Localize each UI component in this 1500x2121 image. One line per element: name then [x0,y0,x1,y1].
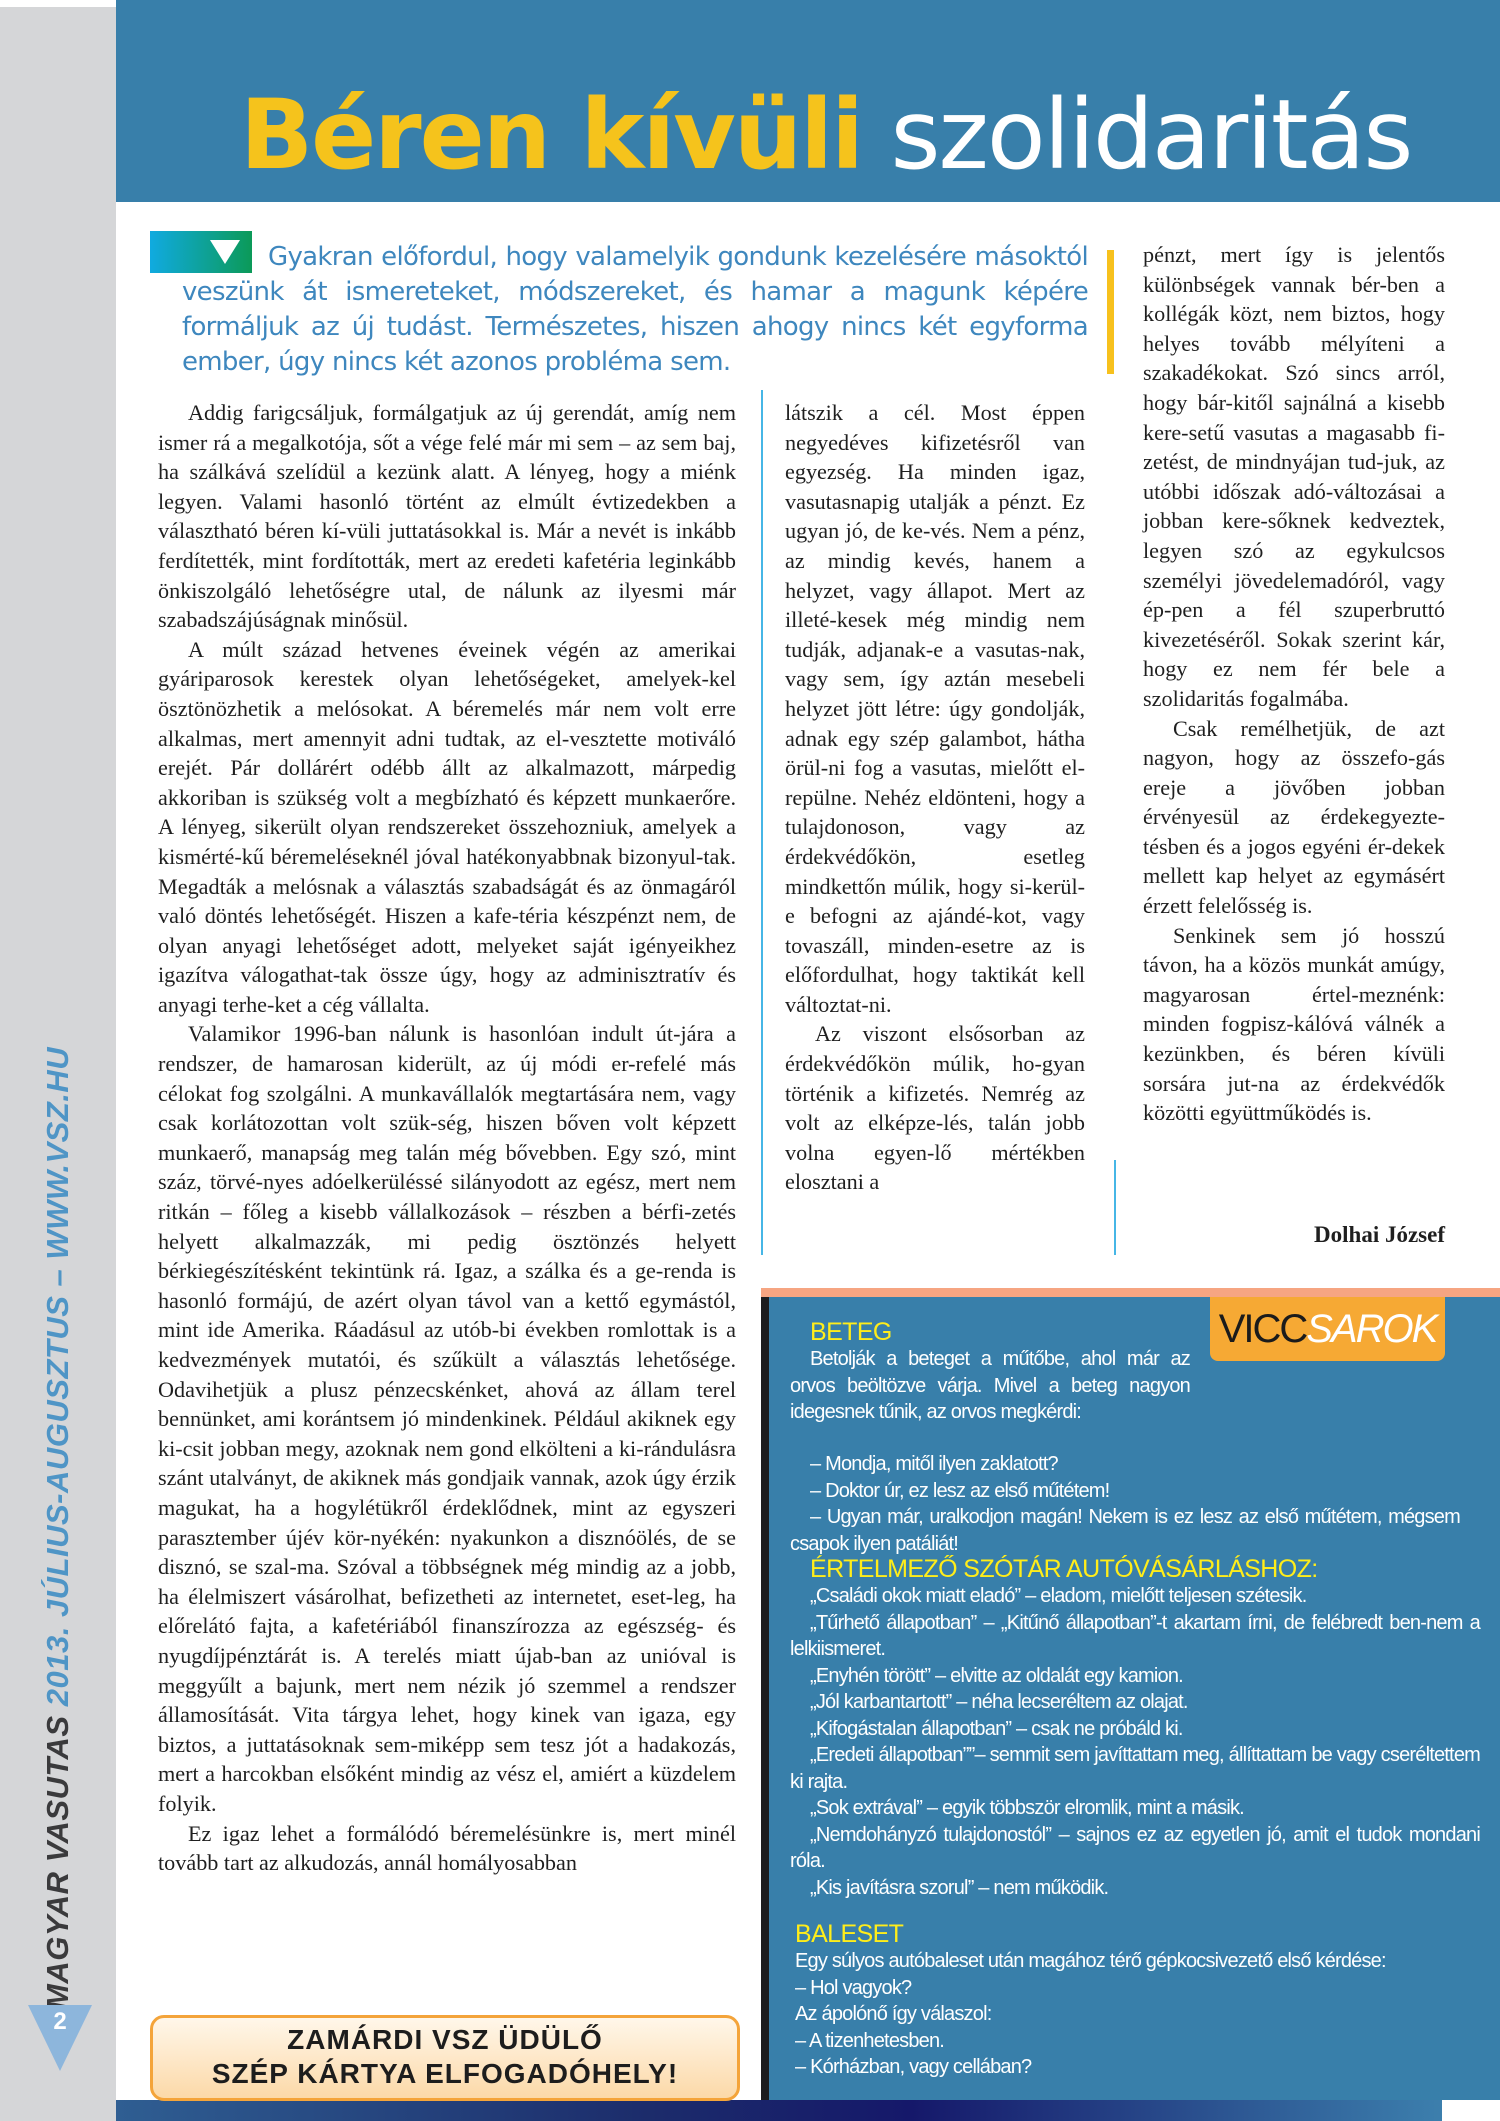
article-column-middle [785,398,1085,1197]
joke-line: – Kórházban, vagy cellában? [795,2056,1032,2078]
joke-line: – Mondja, mitől ilyen zaklatott? [810,1453,1058,1475]
joke-line: „Kis javításra szorul” – nem működik. [810,1876,1109,1899]
joke-line: „Nemdohányzó tulajdonostól” – sajnos ez az egyetlen jó, amit el tudok mondani róla. [790,1823,1480,1872]
joke-box-top-bar [761,1288,1500,1297]
title-highlight: Béren kívüli [240,79,862,191]
paragraph: Valamikor 1996-ban nálunk is hasonlóan indult út-jára a rendszer, de hamarosan kiderült, az új módi er-refelé más célokat fog szolgálni. A munkavállalók megtartására nem, vagy csak korlátozottan volt szük-ség, hiszen bőven volt képzett munkaerő, manapság meg talán még bővebben. Egy szó, mint száz, törvé-nyes adóelkerüléssé silányodott az egész, mert nem ritkán – főleg a kisebb vállalkozások – részben a bérfi-zetés helyett alkalmazzák, mi pedig ösztönzés helyett bérkiegészítésként tekintünk rá. Igaz, a szálka és a ge-renda is hasonló formájú, de azért olyan távol van a kettő egymástól, mint ide Amerika. Ráadásul az utób-bi években romlottak is a kedvezmények mutatói, és szűkült a választás lehetősége. Odavihetjük a plusz pénzecskénket, ahová az állam terel bennünket, ami korántsem jó mindenkinek. Például akiknek egy ki-csit jobban megy, azoknak nem gond elkölteni a ki-rándulásra szánt utalványt, de akiknek más gondjaik vannak, azok úgy érzik magukat, ha a hogylétükről érdeklődnek, mint az egyszeri parasztember újév kör-nyékén: nyakunkon a disznóölés, de se disznó, se szal-ma. Szóval a többségnek még mindig az a jobb, ha élelmiszert vásárolhat, befizetheti az internetet, eset-leg, ha előrelátó fajta, a kafetériából finanszírozza az egészség- és nyugdíjpénztárát is. A terelés miatt újab-ban az unióval is meggyűlt a bajunk, mert nem nézik jó szemmel a rendszer államosítását. Vita tárgya lehet, hogy kinek van igaza, egy biztos, a juttatásoknak sem-miképp sem tesz jót a hadakozás, mert a harcokban elsőként mindig az vész el, amiért a küzdelem folyik. [158,1021,736,1816]
joke-szotar [790,1555,1480,1901]
joke-line: Egy súlyos autóbaleset után magához térő gépkocsivezető első kérdése: [795,1950,1386,1972]
promo-box [150,2015,740,2101]
intro-lead [182,240,1088,380]
website-link[interactable]: WWW.VSZ.HU [40,1046,75,1260]
paragraph: Csak remélhetjük, de azt nagyon, hogy az összefo-gás ereje a jövőben jobban érvényesül az érdekegyezte-tésben és a jogos egyéni ér-dekek mellett kap helyet az egymásért érzett felelősség is. [1143,715,1445,919]
column-divider [761,390,763,1255]
joke-heading: BALESET [795,1920,904,1948]
joke-line: „Kifogástalan állapotban” – csak ne próbáld ki. [810,1717,1183,1740]
vicc-sarok-badge [1210,1297,1445,1361]
publication-name: MAGYAR VASUTAS [40,1715,75,2010]
joke-line: – Hol vagyok? [795,1976,912,1999]
joke-line: „Jól karbantartott” – néha lecseréltem az olajat. [810,1691,1188,1713]
badge-word-2: SAROK [1306,1307,1437,1351]
joke-heading: ÉRTELMEZŐ SZÓTÁR AUTÓVÁSÁRLÁSHOZ: [810,1555,1318,1583]
joke-line: – Doktor úr, ez lesz az első műtétem! [810,1479,1110,1502]
intro-text: Gyakran előfordul, hogy valamelyik gondunk kezelésére másoktól veszünk át ismereteket, módszereket, és hamar a magunk képére formáljuk az új tudást. Természetes, hiszen ahogy nincs két egyforma ember, úgy nincs két azonos probléma sem. [182,242,1088,377]
separator: – [40,1268,75,1287]
author-signature: Dolhai József [1314,1222,1445,1247]
page-title [240,80,1411,190]
paragraph: Addig farigcsáljuk, formálgatjuk az új gerendát, amíg nem ismer rá a megalkotója, sőt a vége felé már mi sem – az sem baj, ha szálkává szelídül a kezünk alatt. A lényeg, hogy a miénk legyen. Valami hasonló történt az elmúlt évtizedekben a választható béren kí-vüli juttatásokkal is. Már a nevét is inkább ferdítették, mint fordították, mert az eredeti kafetéria leginkább önkiszolgáló lehetőségre utal, de nálunk az ilyesmi már szabadszájúságnak minősül. [158,400,736,633]
joke-beteg-dialogue [790,1451,1460,1557]
footer-band [116,2100,1442,2121]
article-column-left [158,398,736,1878]
joke-line: – Ugyan már, uralkodjon magán! Nekem is ez lesz az első műtétem, mégsem csapok ilyen patáliát! [790,1506,1460,1555]
badge-word-1: VICC [1218,1307,1307,1351]
joke-box-edge [761,1297,769,2100]
joke-line: – A tizenhetesben. [795,2029,945,2052]
joke-line: „Sok extrával” – egyik többször elromlik, mint a másik. [810,1797,1244,1819]
header-banner [116,0,1500,202]
title-rest: szolidaritás [890,79,1412,191]
issue-date: 2013. JÚLIUS-AUGUSZTUS [40,1295,75,1707]
promo-line-2: SZÉP KÁRTYA ELFOGADÓHELY! [211,2058,679,2089]
article-column-right [1143,240,1445,1128]
joke-beteg [790,1318,1190,1426]
joke-line: Betolják a beteget a műtőbe, ahol már az orvos beöltözve várja. Mivel a beteg nagyon idegesnek tűnik, az orvos megkérdi: [790,1348,1190,1423]
joke-heading: BETEG [810,1318,892,1346]
joke-baleset [795,1920,1485,2081]
paragraph: Ez igaz lehet a formálódó béremelésünkre is, mert minél tovább tart az alkudozás, annál homályosabban [158,1820,736,1876]
joke-line: „Családi okok miatt eladó” – eladom, mielőtt teljesen szétesik. [810,1585,1307,1607]
paragraph: A múlt század hetvenes éveinek végén az amerikai gyáriparosok kerestek olyan lehetőségeket, amelyek-kel ösztönözhetik a melósokat. A béremelés már nem volt erre alkalmas, mert amennyit adni tudtak, az el-vesztette motiváló erejét. Pár dollárért odébb állt az alkalmazott, márpedig akkoriban is szükség volt a megbízható és képzett munkaerőre. A lényeg, sikerült olyan rendszereket összehozniuk, amelyek a kismérté-kű béremeléseknél jóval hatékonyabbnak bizonyul-tak. Megadták a melósnak a választás szabadságát és az önmagáról való döntés lehetőségét. Hiszen a kafe-téria készpénzt nem, de olyan anyagi lehetőséget adott, melyeket saját igényeikhez igazítva válogathat-tak össze úgy, hogy az adminisztratív és anyagi terhe-ket a cég vállalta. [158,636,736,1017]
paragraph: látszik a cél. Most éppen negyedéves kifizetésről van egyezség. Ha minden igaz, vasutasnapig utalják a pénzt. Ez ugyan jó, de ke-vés. Nem a pénz, az mindig kevés, hanem a helyzet, vagy állapot. Mert az illeté-kesek még mindig nem tudják, adjanak-e a vasutas-nak, vagy sem, így aztán mesebeli helyzet jött létre: úgy gondolják, adnak egy szép galambot, hátha örül-ni fog a vasutas, mielőtt el-repülne. Nehéz eldönteni, hogy a tulajdonoson, vagy az érdekvédőkön, esetleg mindkettőn múlik, hogy si-kerül-e befogni az ajándé-kot, vagy tovaszáll, minden-esetre az is előfordulhat, hogy taktikát kell változtat-ni. [785,400,1085,1017]
joke-line: „Tűrhető állapotban” – „Kitűnő állapotban”-t akartam írni, de felébredt ben-nem a lelkiismeret. [790,1611,1480,1660]
paragraph: Senkinek sem jó hosszú távon, ha a közös munkát amúgy, magyarosan értel-meznénk: minden fogpisz-kálóvá válnék a kezünkben, és béren kívüli sorsára jut-na az érdekvédők közötti együttműködés is. [1143,922,1445,1126]
joke-line: „Enyhén törött” – elvitte az oldalát egy kamion. [810,1664,1183,1687]
paragraph: pénzt, mert így is jelentős különbségek vannak bér-ben a kollégák közt, nem biztos, hogy helyes tovább mélyíteni a szakadékokat. Szó sincs arról, hogy bár-kitől sajnálná a kisebb kere-setű vasutas a magasabb fi-zetést, de mindnyájan tud-juk, az utóbbi időszak adó-változásai a jobban kere-sőknek kedveztek, legyen szó az egykulcsos személyi jövedelemadóról, vagy ép-pen a fél szuperbruttó kivezetéséről. Sokak szerint kár, hogy ez nem fér bele a szolidaritás fogalmába. [1143,242,1445,711]
page-number: 2 [53,2008,67,2035]
yellow-divider [1107,250,1114,374]
paragraph: Az viszont elsősorban az érdekvédőkön múlik, ho-gyan történik a kifizetés. Nemrég az volt az elképze-lés, talán jobb volna egyen-lő mértékben elosztani a [785,1021,1085,1195]
joke-line: Az ápolónő így válaszol: [795,2003,992,2025]
promo-line-1: ZAMÁRDI VSZ ÜDÜLŐ [287,2024,603,2055]
column-divider [1114,1160,1116,1255]
joke-line: „Eredeti állapotban””– semmit sem javíttattam meg, állíttattam be vagy cseréltettem ki rajta. [790,1744,1480,1793]
